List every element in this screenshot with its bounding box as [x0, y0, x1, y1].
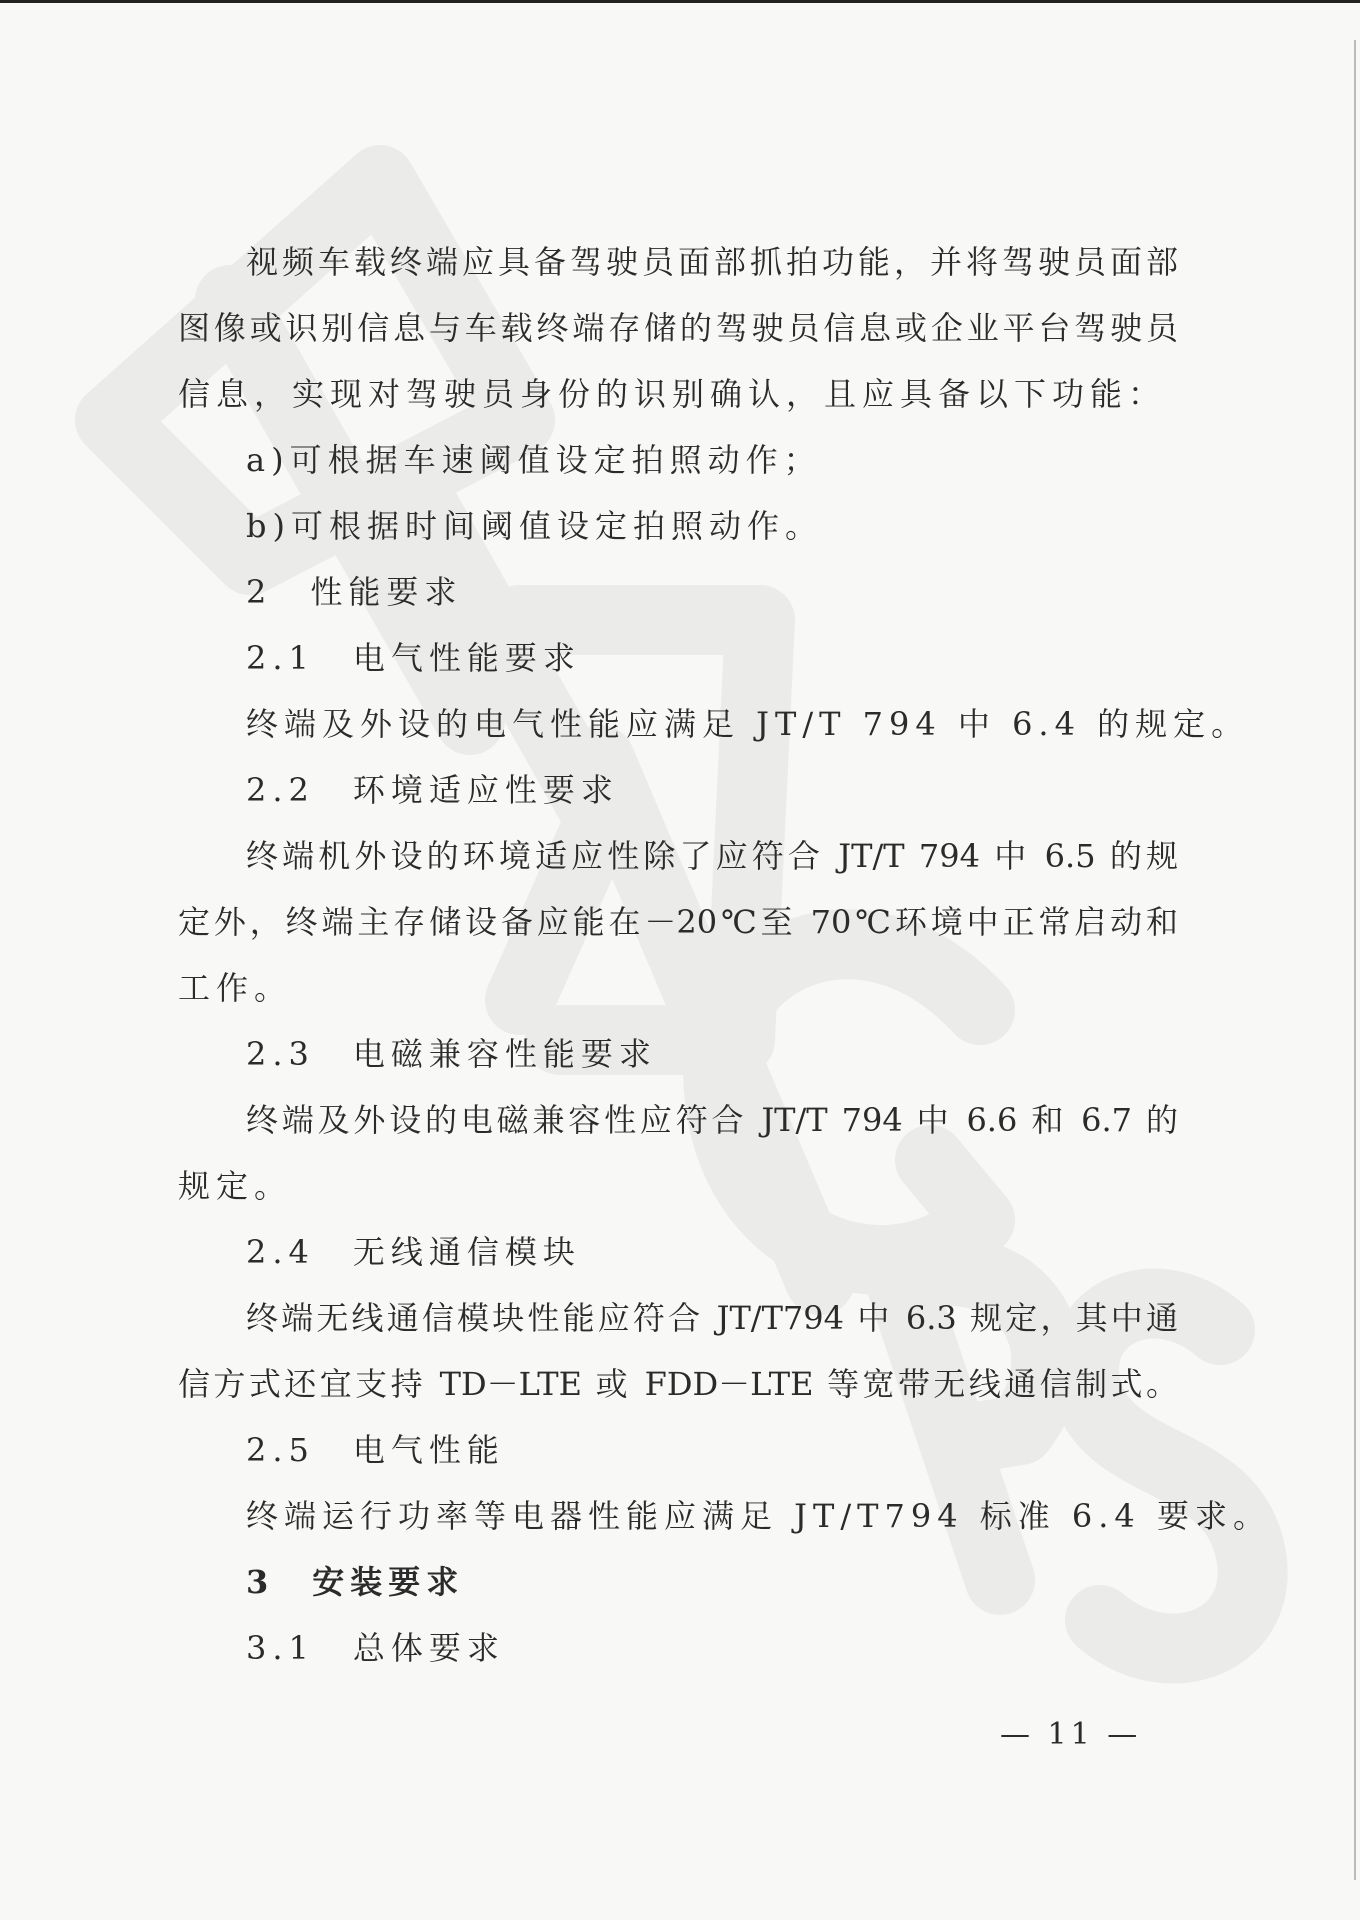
- subsection-heading: 3.1 总体要求: [246, 1629, 505, 1667]
- paragraph-line: 信息，实现对驾驶员身份的识别确认，且应具备以下功能：: [178, 375, 1167, 413]
- paragraph-line: 终端及外设的电气性能应满足 JT/T 794 中 6.4 的规定。: [246, 705, 1250, 743]
- paragraph-line: 视频车载终端应具备驾驶员面部抓拍功能，并将驾驶员面部: [246, 243, 1178, 281]
- paragraph-line: 终端无线通信模块性能应符合 JT/T794 中 6.3 规定，其中通: [246, 1299, 1178, 1337]
- list-item: b)可根据时间阈值设定拍照动作。: [246, 507, 823, 545]
- top-border-rule: [0, 0, 1360, 3]
- right-border-rule: [1354, 40, 1356, 1880]
- paragraph-line: 工作。: [178, 969, 293, 1007]
- paragraph-line: 定外，终端主存储设备应能在－20℃至 70℃环境中正常启动和: [178, 903, 1178, 941]
- paragraph-line: 信方式还宜支持 TD－LTE 或 FDD－LTE 等宽带无线通信制式。: [178, 1365, 1178, 1403]
- subsection-heading: 2.5 电气性能: [246, 1431, 505, 1469]
- page-number: — 11 —: [1000, 1717, 1142, 1752]
- section-heading: 3 安装要求: [246, 1563, 465, 1601]
- paragraph-line: 终端及外设的电磁兼容性应符合 JT/T 794 中 6.6 和 6.7 的: [246, 1101, 1178, 1139]
- subsection-heading: 2.1 电气性能要求: [246, 639, 581, 677]
- subsection-heading: 2.3 电磁兼容性能要求: [246, 1035, 657, 1073]
- paragraph-line: 终端机外设的环境适应性除了应符合 JT/T 794 中 6.5 的规: [246, 837, 1178, 875]
- subsection-heading: 2.2 环境适应性要求: [246, 771, 619, 809]
- paragraph-line: 图像或识别信息与车载终端存储的驾驶员信息或企业平台驾驶员: [178, 309, 1178, 347]
- section-heading: 2 性能要求: [246, 573, 463, 611]
- subsection-heading: 2.4 无线通信模块: [246, 1233, 581, 1271]
- paragraph-line: 规定。: [178, 1167, 293, 1205]
- list-item: a)可根据车速阈值设定拍照动作；: [246, 441, 822, 479]
- paragraph-line: 终端运行功率等电器性能应满足 JT/T794 标准 6.4 要求。: [246, 1497, 1271, 1535]
